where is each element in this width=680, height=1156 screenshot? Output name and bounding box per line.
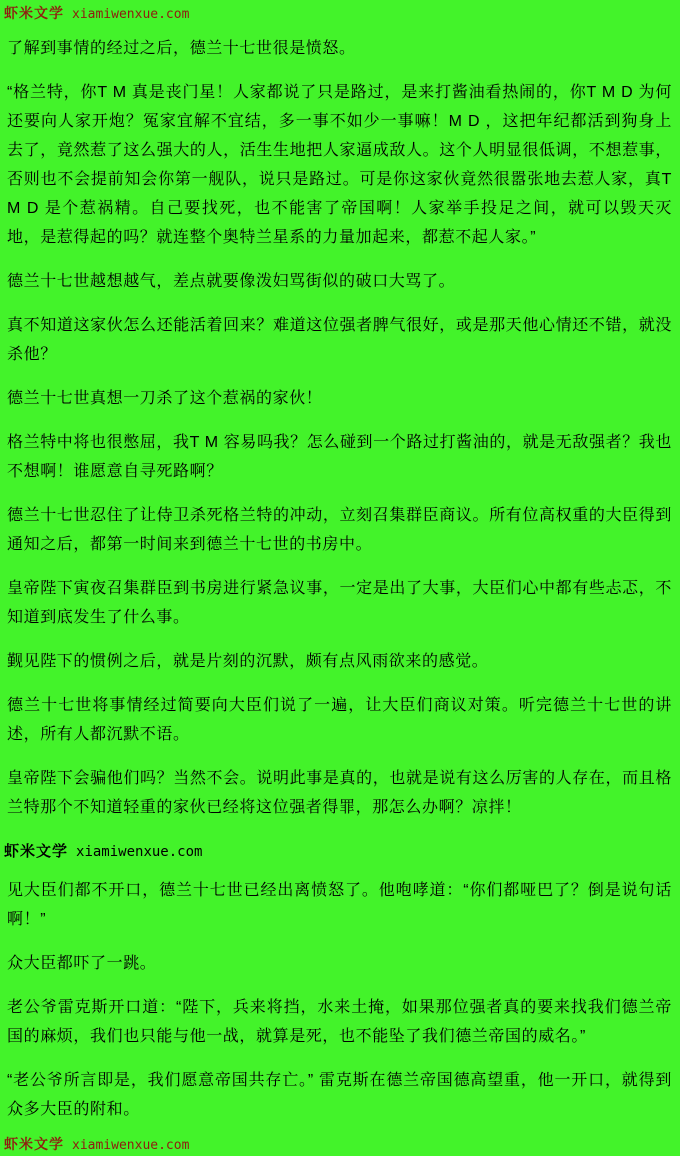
- site-url-text: xiamiwenxue.com: [72, 7, 190, 22]
- paragraph: 德兰十七世将事情经过简要向大臣们说了一遍，让大臣们商议对策。听完德兰十七世的讲述，所有人都沉默不语。: [7, 697, 672, 743]
- paragraph: 真不知道这家伙怎么还能活着回来？难道这位强者脾气很好，或是那天他心情还不错，就没杀他？: [7, 317, 672, 363]
- paragraph: 皇帝陛下会骗他们吗？当然不会。说明此事是真的，也就是说有这么厉害的人存在，而且格兰特那个不知道轻重的家伙已经将这位强者得罪，那怎么办啊？凉拌！: [7, 770, 672, 816]
- paragraph: 见大臣们都不开口，德兰十七世已经出离愤怒了。他咆哮道：“你们都哑巴了？倒是说句话啊！”: [7, 882, 672, 928]
- paragraph: 德兰十七世忍住了让侍卫杀死格兰特的冲动，立刻召集群臣商议。所有位高权重的大臣得到通知之后，都第一时间来到德兰十七世的书房中。: [7, 507, 672, 553]
- site-logo-text: 虾米文学: [4, 1136, 64, 1152]
- chapter-text-bottom: [0, 876, 680, 1124]
- site-url-text: xiamiwenxue.com: [76, 844, 203, 860]
- paragraph: 皇帝陛下寅夜召集群臣到书房进行紧急议事，一定是出了大事，大臣们心中都有些忐忑，不知道到底发生了什么事。: [7, 580, 672, 626]
- site-logo-text: 虾米文学: [4, 5, 64, 21]
- paragraph: 了解到事情的经过之后，德兰十七世很是愤怒。: [7, 40, 356, 57]
- paragraph: 德兰十七世真想一刀杀了这个惹祸的家伙！: [7, 390, 323, 407]
- header-site-watermark: [0, 0, 680, 23]
- site-logo-text: 虾米文学: [4, 843, 69, 860]
- footer-site-watermark: [0, 1131, 193, 1154]
- inline-site-watermark: [0, 837, 680, 861]
- paragraph: “格兰特，你T M 真是丧门星！人家都说了只是路过，是来打酱油看热闹的，你T M D 为何还要向人家开炮？冤家宜解不宜结，多一事不如少一事嘛！M D ，这把年纪都活到狗身上去了，竟然惹了这么强大的人，活生生地把人家逼成敌人。这个人明显很低调，不想惹事，否则也不会提前知会你第一舰队，说只是路过。可是你这家伙竟然很嚣张地去惹人家，真T M D 是个惹祸精。自己要找死，也不能害了帝国啊！人家举手投足之间，就可以毁天灭地，是惹得起的吗？就连整个奥特兰星系的力量加起来，都惹不起人家。”: [7, 84, 672, 246]
- site-url-text: xiamiwenxue.com: [72, 1138, 190, 1153]
- paragraph: 德兰十七世越想越气，差点就要像泼妇骂街似的破口大骂了。: [7, 273, 456, 290]
- paragraph: “老公爷所言即是，我们愿意帝国共存亡。” 雷克斯在德兰帝国德高望重，他一开口，就得到众多大臣的附和。: [7, 1072, 672, 1118]
- paragraph: 格兰特中将也很憋屈，我T M 容易吗我？怎么碰到一个路过打酱油的，就是无敌强者？我也不想啊！谁愿意自寻死路啊？: [7, 434, 672, 480]
- paragraph: 觐见陛下的惯例之后，就是片刻的沉默，颇有点风雨欲来的感觉。: [7, 653, 489, 670]
- chapter-text-top: [0, 34, 680, 822]
- paragraph: 众大臣都吓了一跳。: [7, 955, 157, 972]
- paragraph: 老公爷雷克斯开口道：“陛下，兵来将挡，水来土掩，如果那位强者真的要来找我们德兰帝国的麻烦，我们也只能与他一战，就算是死，也不能坠了我们德兰帝国的威名。”: [7, 999, 672, 1045]
